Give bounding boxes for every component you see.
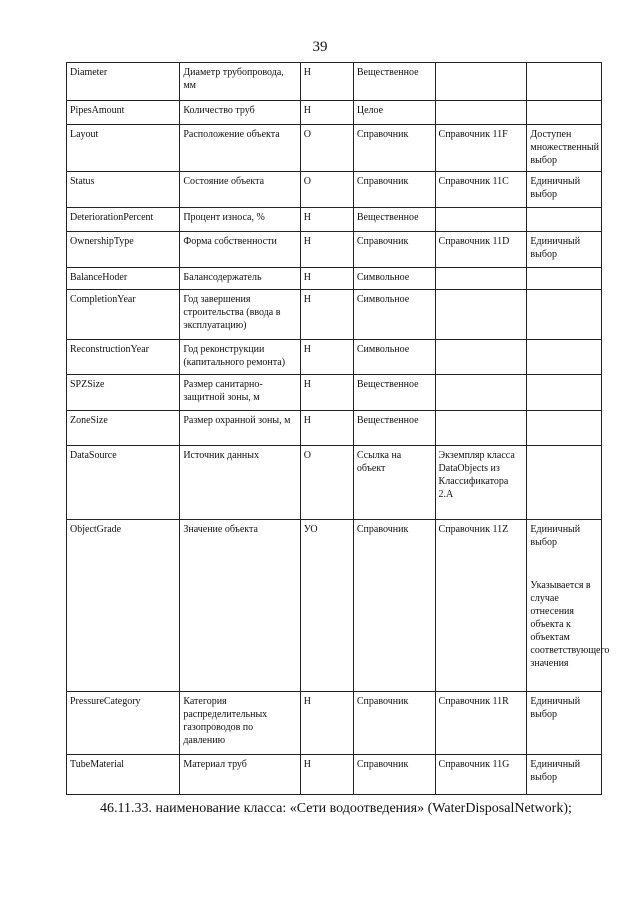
attribute-note: [527, 208, 602, 232]
attribute-description: Материал труб: [180, 755, 300, 795]
attribute-name: Diameter: [67, 63, 180, 101]
attribute-description: Размер охранной зоны, м: [180, 411, 300, 446]
attribute-mandatory: Н: [300, 375, 353, 411]
attribute-type: Справочник: [353, 755, 435, 795]
attribute-description: Расположение объекта: [180, 125, 300, 172]
attribute-mandatory: УО: [300, 520, 353, 692]
attribute-type: Справочник: [353, 125, 435, 172]
attribute-type: Символьное: [353, 290, 435, 340]
attribute-description: Форма собственности: [180, 232, 300, 268]
attribute-note: [527, 446, 602, 520]
attribute-mandatory: Н: [300, 340, 353, 375]
table-row: [67, 125, 602, 172]
attribute-type: Вещественное: [353, 375, 435, 411]
attribute-reference: [435, 63, 527, 101]
attribute-description: Балансодержатель: [180, 268, 300, 290]
attribute-reference: [435, 268, 527, 290]
attribute-type: Символьное: [353, 340, 435, 375]
attribute-type: Вещественное: [353, 208, 435, 232]
table-row: [67, 63, 602, 101]
attribute-description: Состояние объекта: [180, 172, 300, 208]
attribute-reference: Справочник 11R: [435, 692, 527, 755]
attribute-mandatory: О: [300, 125, 353, 172]
table-row: [67, 446, 602, 520]
table-row: [67, 172, 602, 208]
attribute-mandatory: Н: [300, 692, 353, 755]
attribute-mandatory: Н: [300, 63, 353, 101]
attribute-type: Справочник: [353, 232, 435, 268]
table-row: [67, 411, 602, 446]
table-row: [67, 232, 602, 268]
attribute-name: BalanceHoder: [67, 268, 180, 290]
attribute-name: DataSource: [67, 446, 180, 520]
attribute-reference: [435, 101, 527, 125]
attribute-note: Доступен множественный выбор: [527, 125, 602, 172]
attribute-note: [527, 63, 602, 101]
attribute-name: ObjectGrade: [67, 520, 180, 692]
attribute-description: Диаметр трубопровода, мм: [180, 63, 300, 101]
table-row: [67, 692, 602, 755]
attribute-note: [527, 520, 610, 692]
attribute-reference: [435, 208, 527, 232]
table-row: [67, 268, 602, 290]
attribute-type: Вещественное: [353, 411, 435, 446]
attribute-description: Количество труб: [180, 101, 300, 125]
attribute-type: Целое: [353, 101, 435, 125]
page-number: 39: [312, 39, 328, 55]
table-row: [67, 340, 602, 375]
table-row: [67, 290, 602, 340]
table-row: [67, 520, 602, 692]
attribute-reference: Экземпляр класса DataObjects из Классификатора 2.А: [435, 446, 527, 520]
attribute-description: Источник данных: [180, 446, 300, 520]
attribute-reference: [435, 411, 527, 446]
attribute-type: Справочник: [353, 520, 435, 692]
attribute-name: Status: [67, 172, 180, 208]
attribute-name: TubeMaterial: [67, 755, 180, 795]
attribute-reference: [435, 375, 527, 411]
attribute-description: Год завершения строительства (ввода в эксплуатацию): [180, 290, 300, 340]
table-row: [67, 101, 602, 125]
section-heading: 46.11.33. наименование класса: «Сети водоотведения» (WaterDisposalNetwork);: [100, 801, 572, 816]
attribute-mandatory: Н: [300, 755, 353, 795]
table-row: [67, 208, 602, 232]
attribute-name: PressureCategory: [67, 692, 180, 755]
attribute-name: Layout: [67, 125, 180, 172]
note-spacer: [530, 549, 598, 579]
attribute-note: [527, 340, 602, 375]
attribute-reference: Справочник 11С: [435, 172, 527, 208]
attribute-note: Единичный выбор: [527, 232, 602, 268]
attribute-table: [66, 62, 610, 795]
attribute-note: Единичный выбор: [527, 692, 602, 755]
table-row: [67, 375, 602, 411]
note-text-extended: Указывается в случае отнесения объекта к объектам соответствующего значения: [530, 580, 610, 669]
attribute-type: Символьное: [353, 268, 435, 290]
attribute-name: OwnershipType: [67, 232, 180, 268]
attribute-name: ZoneSize: [67, 411, 180, 446]
attribute-type: Вещественное: [353, 63, 435, 101]
attribute-reference: [435, 290, 527, 340]
attribute-name: DeteriorationPercent: [67, 208, 180, 232]
attribute-mandatory: Н: [300, 101, 353, 125]
attribute-note: [527, 268, 602, 290]
attribute-reference: Справочник 11F: [435, 125, 527, 172]
attribute-mandatory: О: [300, 446, 353, 520]
attribute-description: Размер санитарно-защитной зоны, м: [180, 375, 300, 411]
attribute-description: Процент износа, %: [180, 208, 300, 232]
attribute-name: PipesAmount: [67, 101, 180, 125]
attribute-description: Категория распределительных газопроводов по давлению: [180, 692, 300, 755]
attribute-mandatory: Н: [300, 208, 353, 232]
note-text: Единичный выбор: [530, 524, 581, 548]
attribute-reference: Справочник 11G: [435, 755, 527, 795]
attribute-note: Единичный выбор: [527, 755, 602, 795]
attribute-name: ReconstructionYear: [67, 340, 180, 375]
attribute-mandatory: Н: [300, 268, 353, 290]
attribute-note: [527, 290, 602, 340]
attribute-description: Значение объекта: [180, 520, 300, 692]
attribute-note: [527, 101, 602, 125]
attribute-mandatory: Н: [300, 232, 353, 268]
attribute-name: SPZSize: [67, 375, 180, 411]
attribute-type: Ссылка на объект: [353, 446, 435, 520]
attribute-reference: Справочник 11D: [435, 232, 527, 268]
table-row: [67, 755, 602, 795]
attribute-note: [527, 375, 602, 411]
attribute-type: Справочник: [353, 172, 435, 208]
attribute-mandatory: О: [300, 172, 353, 208]
attribute-description: Год реконструкции (капитального ремонта): [180, 340, 300, 375]
attribute-mandatory: Н: [300, 290, 353, 340]
attribute-name: CompletionYear: [67, 290, 180, 340]
attribute-reference: Справочник 11Z: [435, 520, 527, 692]
attribute-note: Единичный выбор: [527, 172, 602, 208]
attribute-type: Справочник: [353, 692, 435, 755]
attribute-note: [527, 411, 602, 446]
attribute-mandatory: Н: [300, 411, 353, 446]
attribute-reference: [435, 340, 527, 375]
